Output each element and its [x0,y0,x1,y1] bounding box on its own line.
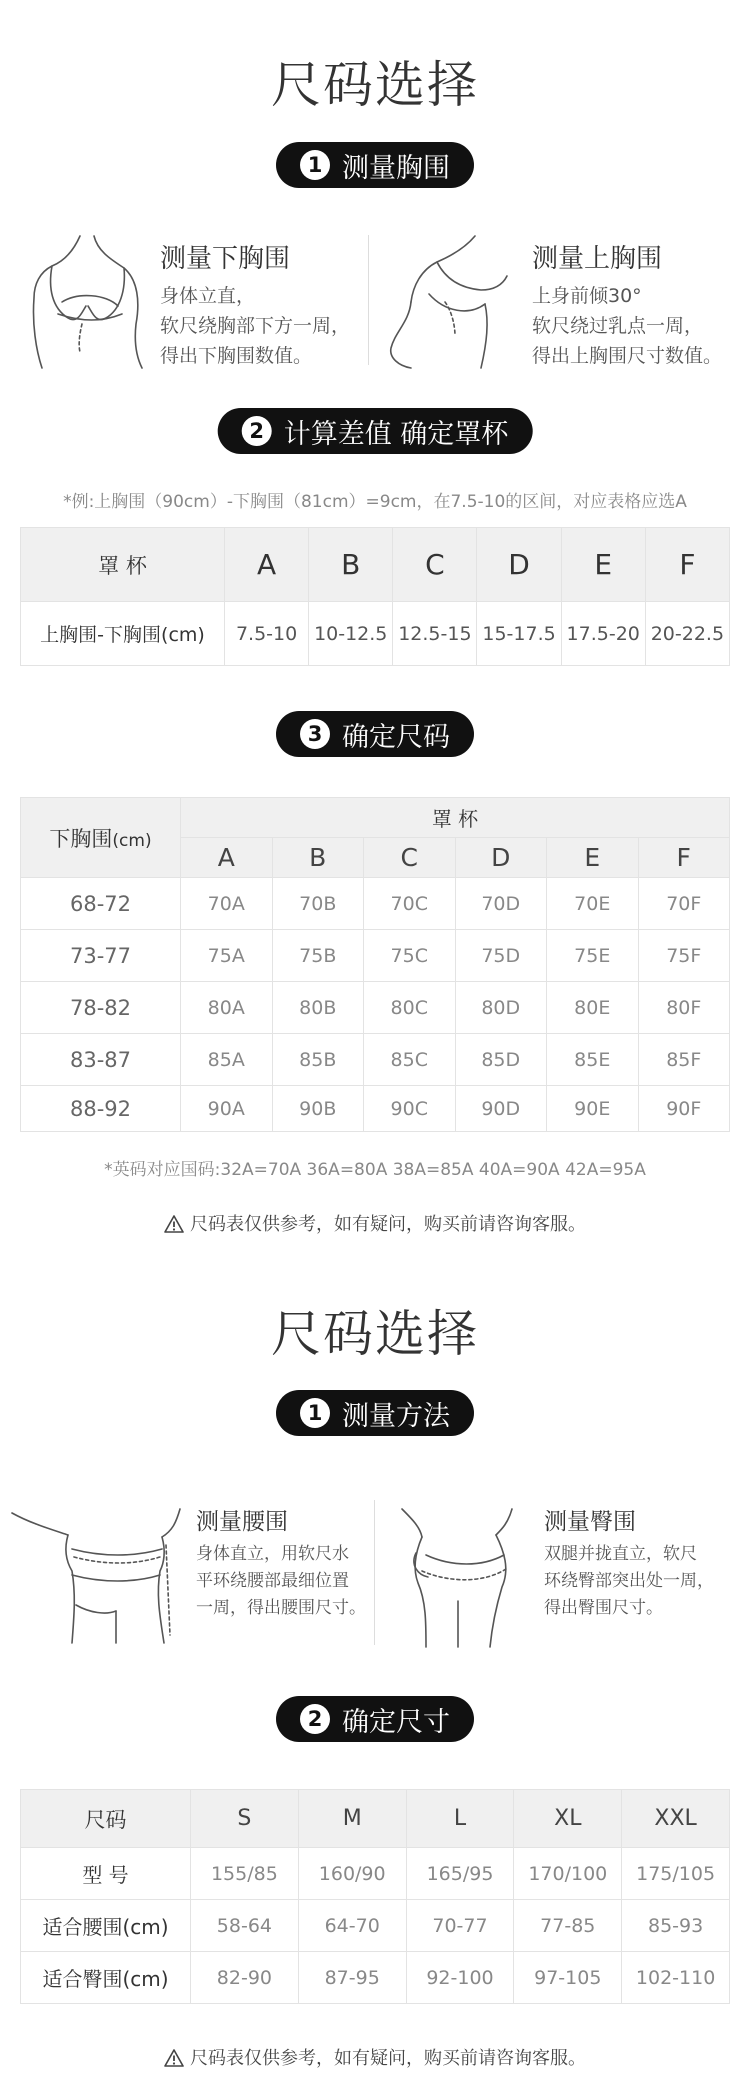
cup-letter-cell: D [477,528,561,602]
instruction-line: 一周，得出腰围尺寸。 [196,1598,366,1618]
cup-header-cell: 罩 杯 [21,528,225,602]
table-row [21,878,730,930]
value-cell: 175/105 [622,1848,730,1900]
cup-header-cell: 罩 杯 [181,798,730,838]
waist-heading: 测量腰围 [196,1509,288,1535]
instruction-line: 上身前倾30° [532,285,642,307]
instruction-line: 身体直立，用软尺水 [196,1544,349,1564]
range-cell: 15-17.5 [477,602,561,666]
disclaimer-text: 尺码表仅供参考，如有疑问，购买前请咨询客服。 [190,2048,586,2069]
step-label: 确定尺码 [342,721,450,753]
size-letter-cell: M [298,1790,406,1848]
instruction-line: 环绕臀部突出处一周， [544,1571,714,1591]
size-cell: 80F [638,982,730,1034]
disclaimer [0,2044,750,2072]
size-cell: 70C [364,878,456,930]
instruction-line: 得出下胸围数值。 [160,345,313,367]
value-cell: 58-64 [191,1900,299,1952]
size-cell: 90C [364,1086,456,1132]
cup-letter-cell: E [561,528,645,602]
under-bust-heading: 测量下胸围 [160,244,291,274]
table-header-row [21,528,730,602]
cup-letter-cell: B [309,528,393,602]
value-cell: 87-95 [298,1952,406,2004]
column-divider [368,235,369,365]
hip-instructions [544,1541,714,1622]
value-cell: 85-93 [622,1900,730,1952]
table-row [21,982,730,1034]
size-cell: 80A [181,982,273,1034]
size-cell: 80C [364,982,456,1034]
table-row [21,1034,730,1086]
size-letter-cell: XXL [622,1790,730,1848]
waist-instructions [196,1541,366,1622]
over-bust-instructions [532,281,722,371]
cup-letter-cell: F [645,528,729,602]
step3-pill [276,711,474,757]
row-label-cell: 适合臀围(cm) [21,1952,191,2004]
size-cell: 90A [181,1086,273,1132]
size-letter-cell: S [191,1790,299,1848]
table-header-row [21,1790,730,1848]
size-cell: 75A [181,930,273,982]
size-cell: 70A [181,878,273,930]
value-cell: 102-110 [622,1952,730,2004]
size-cell: 90E [547,1086,639,1132]
size-cell: 75C [364,930,456,982]
size-cell: 70F [638,878,730,930]
row-label-cell: 型 号 [21,1848,191,1900]
cup-letter-cell: D [455,838,547,878]
table-row [21,1848,730,1900]
step-label: 计算差值 确定罩杯 [283,418,509,450]
step-number: 2 [300,1704,330,1734]
size-cell: 80E [547,982,639,1034]
table-row [21,930,730,982]
value-cell: 92-100 [406,1952,514,2004]
step2-pill [218,408,533,454]
underbust-range-cell: 73-77 [21,930,181,982]
value-cell: 160/90 [298,1848,406,1900]
step1-pill [276,142,474,188]
size-cell: 70E [547,878,639,930]
cup-letter-cell: E [547,838,639,878]
size-cell: 80B [272,982,364,1034]
instruction-line: 得出上胸围尺寸数值。 [532,345,723,367]
cup-letter-cell: C [393,528,477,602]
size-conversion-note: *英码对应国码:32A=70A 36A=80A 38A=85A 40A=90A 42A=95A [104,1160,646,1180]
size-cell: 90F [638,1086,730,1132]
warning-icon [164,2049,184,2072]
instruction-line: 软尺绕过乳点一周， [532,315,704,337]
instruction-line: 软尺绕胸部下方一周， [160,315,351,337]
size-cell: 85C [364,1034,456,1086]
step-label: 确定尺寸 [342,1706,450,1738]
instruction-line: 得出臀围尺寸。 [544,1598,663,1618]
cup-letter-cell: B [272,838,364,878]
underbust-header-cell [21,798,181,878]
range-cell: 7.5-10 [225,602,309,666]
underbust-range-cell: 68-72 [21,878,181,930]
instruction-line: 身体立直， [160,285,256,307]
size-cell: 85F [638,1034,730,1086]
step-number: 1 [300,1398,330,1428]
size-cell: 85A [181,1034,273,1086]
value-cell: 77-85 [514,1900,622,1952]
size-header-cell: 尺码 [21,1790,191,1848]
step-number: 2 [242,416,272,446]
size-cell: 90D [455,1086,547,1132]
table-row [21,1952,730,2004]
value-cell: 97-105 [514,1952,622,2004]
under-bust-figure-illustration [22,232,152,372]
hip-figure-illustration [392,1505,532,1650]
step-number: 1 [300,150,330,180]
cup-difference-table [20,527,730,666]
size-cell: 85E [547,1034,639,1086]
column-divider [374,1500,375,1645]
size-cell: 75D [455,930,547,982]
table-row [21,1086,730,1132]
size-cell: 90B [272,1086,364,1132]
value-cell: 165/95 [406,1848,514,1900]
table-row [21,1900,730,1952]
size-cell: 80D [455,982,547,1034]
range-cell: 12.5-15 [393,602,477,666]
value-cell: 82-90 [191,1952,299,2004]
size-cell: 85B [272,1034,364,1086]
instruction-line: 平环绕腰部最细位置 [196,1571,349,1591]
bottom-size-table [20,1789,730,2004]
waist-figure-illustration [10,1505,190,1645]
over-bust-heading: 测量上胸围 [532,244,663,274]
underbust-range-cell: 88-92 [21,1086,181,1132]
size-cell: 85D [455,1034,547,1086]
under-bust-instructions [160,281,350,371]
table-header-row [21,798,730,838]
value-cell: 155/85 [191,1848,299,1900]
size-letter-cell: L [406,1790,514,1848]
step-label: 测量胸围 [342,152,450,184]
page-title: 尺码选择 [271,56,479,114]
disclaimer [0,1210,750,1238]
cup-letter-cell: F [638,838,730,878]
row-label-cell: 适合腰围(cm) [21,1900,191,1952]
difference-label-cell: 上胸围-下胸围(cm) [21,602,225,666]
step-label: 测量方法 [342,1400,450,1432]
over-bust-figure-illustration [385,232,515,372]
underbust-header-text: 下胸围 [49,826,113,851]
value-cell: 64-70 [298,1900,406,1952]
table-row [21,602,730,666]
cup-letter-cell: C [364,838,456,878]
size-cell: 75B [272,930,364,982]
cup-letter-cell: A [181,838,273,878]
hip-heading: 测量臀围 [544,1509,636,1535]
instruction-line: 双腿并拢直立，软尺 [544,1544,697,1564]
value-cell: 70-77 [406,1900,514,1952]
step1-pill [276,1390,474,1436]
size-cell: 75F [638,930,730,982]
range-cell: 20-22.5 [645,602,729,666]
size-cell: 70D [455,878,547,930]
step2-pill [276,1696,474,1742]
underbust-range-cell: 78-82 [21,982,181,1034]
size-cell: 75E [547,930,639,982]
underbust-header-unit: (cm) [112,830,152,851]
disclaimer-text: 尺码表仅供参考，如有疑问，购买前请咨询客服。 [190,1214,586,1235]
underbust-range-cell: 83-87 [21,1034,181,1086]
size-letter-cell: XL [514,1790,622,1848]
example-note: *例:上胸围（90cm）-下胸围（81cm）=9cm，在7.5-10的区间，对应表格应选A [63,492,687,512]
value-cell: 170/100 [514,1848,622,1900]
size-cell: 70B [272,878,364,930]
warning-icon [164,1215,184,1238]
bra-size-table [20,797,730,1132]
cup-letter-cell: A [225,528,309,602]
range-cell: 10-12.5 [309,602,393,666]
page-title: 尺码选择 [271,1305,479,1363]
range-cell: 17.5-20 [561,602,645,666]
step-number: 3 [300,719,330,749]
